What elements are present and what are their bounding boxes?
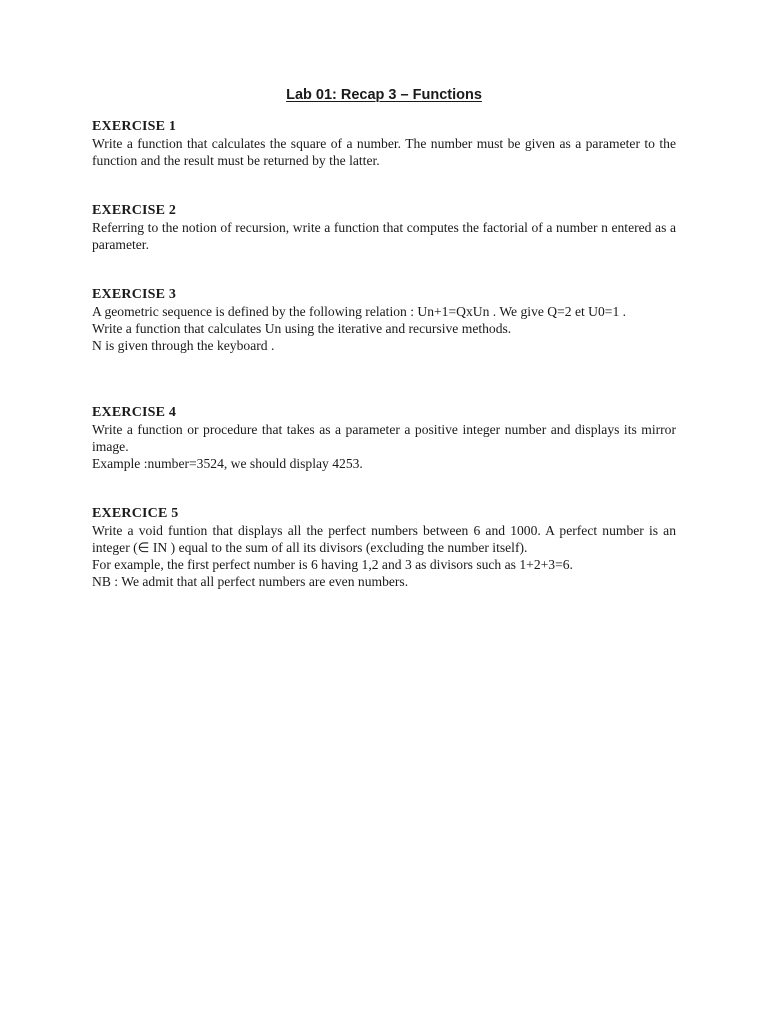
exercise-heading: EXERCICE 5 [92, 506, 179, 521]
exercise-text: N is given through the keyboard . [92, 338, 275, 353]
exercise-heading: EXERCISE 3 [92, 287, 177, 302]
exercise-text: NB : We admit that all perfect numbers are even numbers. [92, 574, 409, 589]
exercise-heading: EXERCISE 4 [92, 405, 177, 420]
exercise-text: Write a void funtion that displays all the perfect numbers between 6 and 1000. A perfect number is an integer (∈ IN ) equal to the sum of all its divisors (excluding the number itself). [92, 523, 676, 555]
exercise-text: Write a function that calculates Un using the iterative and recursive methods. [92, 321, 512, 336]
exercise-text: A geometric sequence is defined by the following relation : Un+1=QxUn . We give Q=2 et U0=1 . [92, 304, 627, 319]
exercise-text: For example, the first perfect number is 6 having 1,2 and 3 as divisors such as 1+2+3=6. [92, 557, 573, 572]
exercise-4 [92, 404, 676, 472]
exercise-text: Referring to the notion of recursion, write a function that computes the factorial of a number n entered as a parameter. [92, 220, 676, 252]
exercise-3 [92, 286, 676, 354]
exercise-5 [92, 505, 676, 590]
exercise-text: Write a function or procedure that takes as a parameter a positive integer number and displays its mirror image. [92, 422, 676, 454]
exercise-text: Example :number=3524, we should display 4253. [92, 456, 363, 471]
exercise-text: Write a function that calculates the square of a number. The number must be given as a parameter to the function and the result must be returned by the latter. [92, 136, 676, 168]
exercise-heading: EXERCISE 2 [92, 203, 177, 218]
exercise-1 [92, 118, 676, 169]
exercise-heading: EXERCISE 1 [92, 119, 177, 134]
exercise-2 [92, 202, 676, 253]
document-title: Lab 01: Recap 3 – Functions [286, 87, 482, 103]
